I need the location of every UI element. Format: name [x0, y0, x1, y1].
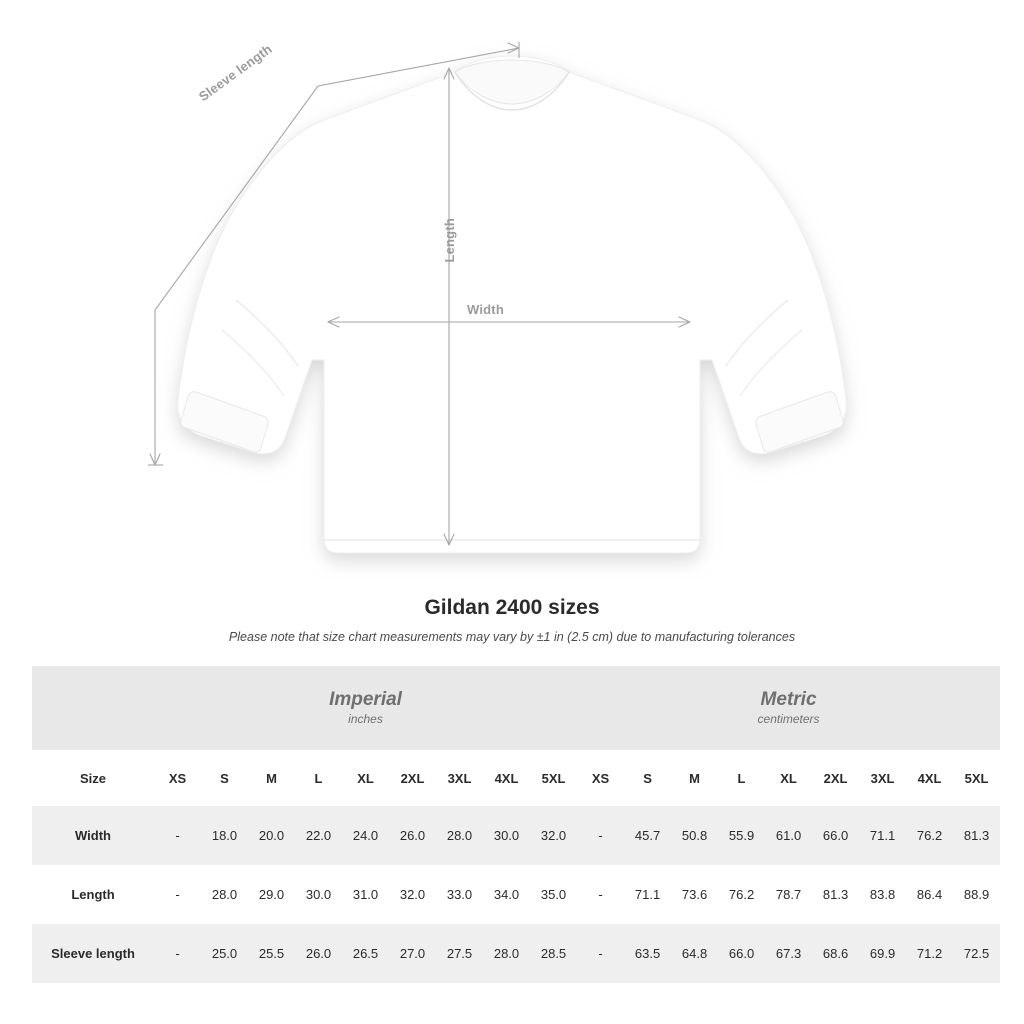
header-size-metric-5xl: 5XL	[953, 750, 1000, 806]
header-size-metric-l: L	[718, 750, 765, 806]
size-chart-table	[32, 666, 1000, 983]
table-row	[32, 806, 1000, 865]
page-title: Gildan 2400 sizes	[424, 596, 600, 619]
unit-name-imperial: Imperial	[329, 688, 402, 710]
unit-header-metric	[577, 666, 1000, 750]
cell-length-metric-4xl: 86.4	[906, 865, 953, 924]
cell-width-metric-xl: 61.0	[765, 806, 812, 865]
header-size-imperial-l: L	[295, 750, 342, 806]
cell-sleeve-metric-l: 66.0	[718, 924, 765, 983]
table-row	[32, 924, 1000, 983]
size-column-header: Size	[32, 750, 154, 806]
header-size-imperial-xl: XL	[342, 750, 389, 806]
row-label-length: Length	[32, 865, 154, 924]
cell-width-metric-4xl: 76.2	[906, 806, 953, 865]
cell-length-metric-3xl: 83.8	[859, 865, 906, 924]
cell-width-metric-xs: -	[577, 806, 624, 865]
cell-sleeve-metric-xl: 67.3	[765, 924, 812, 983]
unit-sub-imperial: inches	[348, 712, 383, 727]
size-header-row	[32, 750, 1000, 806]
cell-sleeve-metric-2xl: 68.6	[812, 924, 859, 983]
cell-length-metric-xl: 78.7	[765, 865, 812, 924]
header-size-metric-s: S	[624, 750, 671, 806]
cell-length-imperial-s: 28.0	[201, 865, 248, 924]
header-size-metric-m: M	[671, 750, 718, 806]
cell-length-imperial-5xl: 35.0	[530, 865, 577, 924]
cell-length-metric-xs: -	[577, 865, 624, 924]
cell-length-imperial-m: 29.0	[248, 865, 295, 924]
cell-sleeve-imperial-s: 25.0	[201, 924, 248, 983]
cell-sleeve-imperial-5xl: 28.5	[530, 924, 577, 983]
unit-header-imperial	[154, 666, 577, 750]
cell-length-imperial-xs: -	[154, 865, 201, 924]
cell-width-metric-l: 55.9	[718, 806, 765, 865]
cell-length-metric-s: 71.1	[624, 865, 671, 924]
cell-width-imperial-m: 20.0	[248, 806, 295, 865]
row-label-sleeve-length: Sleeve length	[32, 924, 154, 983]
cell-sleeve-imperial-2xl: 27.0	[389, 924, 436, 983]
cell-sleeve-metric-4xl: 71.2	[906, 924, 953, 983]
unit-sub-metric: centimeters	[757, 712, 820, 727]
title-block	[0, 596, 1024, 644]
cell-length-metric-5xl: 88.9	[953, 865, 1000, 924]
cell-length-metric-l: 76.2	[718, 865, 765, 924]
cell-width-imperial-4xl: 30.0	[483, 806, 530, 865]
shirt-body	[178, 56, 847, 553]
header-size-metric-2xl: 2XL	[812, 750, 859, 806]
header-size-imperial-4xl: 4XL	[483, 750, 530, 806]
header-size-metric-4xl: 4XL	[906, 750, 953, 806]
cell-width-imperial-s: 18.0	[201, 806, 248, 865]
cell-width-metric-2xl: 66.0	[812, 806, 859, 865]
header-size-imperial-xs: XS	[154, 750, 201, 806]
header-size-metric-xs: XS	[577, 750, 624, 806]
unit-name-metric: Metric	[760, 688, 817, 710]
cell-length-imperial-l: 30.0	[295, 865, 342, 924]
header-size-metric-xl: XL	[765, 750, 812, 806]
cell-sleeve-metric-s: 63.5	[624, 924, 671, 983]
cell-width-imperial-2xl: 26.0	[389, 806, 436, 865]
row-label-width: Width	[32, 806, 154, 865]
header-size-imperial-3xl: 3XL	[436, 750, 483, 806]
unit-header-spacer	[32, 666, 154, 750]
cell-sleeve-metric-m: 64.8	[671, 924, 718, 983]
header-size-imperial-2xl: 2XL	[389, 750, 436, 806]
cell-width-metric-m: 50.8	[671, 806, 718, 865]
header-size-imperial-5xl: 5XL	[530, 750, 577, 806]
cell-width-imperial-5xl: 32.0	[530, 806, 577, 865]
header-size-metric-3xl: 3XL	[859, 750, 906, 806]
cell-sleeve-imperial-m: 25.5	[248, 924, 295, 983]
cell-width-metric-s: 45.7	[624, 806, 671, 865]
cell-width-metric-3xl: 71.1	[859, 806, 906, 865]
cell-length-metric-m: 73.6	[671, 865, 718, 924]
cell-sleeve-imperial-xl: 26.5	[342, 924, 389, 983]
cell-width-imperial-xl: 24.0	[342, 806, 389, 865]
cell-width-imperial-3xl: 28.0	[436, 806, 483, 865]
cell-sleeve-imperial-xs: -	[154, 924, 201, 983]
cell-width-imperial-l: 22.0	[295, 806, 342, 865]
cell-sleeve-imperial-4xl: 28.0	[483, 924, 530, 983]
cell-length-imperial-xl: 31.0	[342, 865, 389, 924]
cell-width-metric-5xl: 81.3	[953, 806, 1000, 865]
cell-sleeve-imperial-l: 26.0	[295, 924, 342, 983]
width-dimension-label: Width	[467, 302, 504, 317]
tolerance-note: Please note that size chart measurements may vary by ±1 in (2.5 cm) due to manufacturing tolerances	[228, 630, 796, 644]
length-dimension-label: Length	[442, 218, 457, 263]
cell-length-imperial-4xl: 34.0	[483, 865, 530, 924]
cell-length-imperial-3xl: 33.0	[436, 865, 483, 924]
cell-sleeve-metric-xs: -	[577, 924, 624, 983]
unit-header-row	[32, 666, 1000, 750]
size-table-wrapper	[32, 666, 992, 983]
table-row	[32, 865, 1000, 924]
cell-sleeve-imperial-3xl: 27.5	[436, 924, 483, 983]
cell-sleeve-metric-5xl: 72.5	[953, 924, 1000, 983]
header-size-imperial-s: S	[201, 750, 248, 806]
cell-width-imperial-xs: -	[154, 806, 201, 865]
sleeve-length-dimension-label: Sleeve length	[196, 41, 275, 105]
cell-length-imperial-2xl: 32.0	[389, 865, 436, 924]
cell-sleeve-metric-3xl: 69.9	[859, 924, 906, 983]
cell-length-metric-2xl: 81.3	[812, 865, 859, 924]
header-size-imperial-m: M	[248, 750, 295, 806]
